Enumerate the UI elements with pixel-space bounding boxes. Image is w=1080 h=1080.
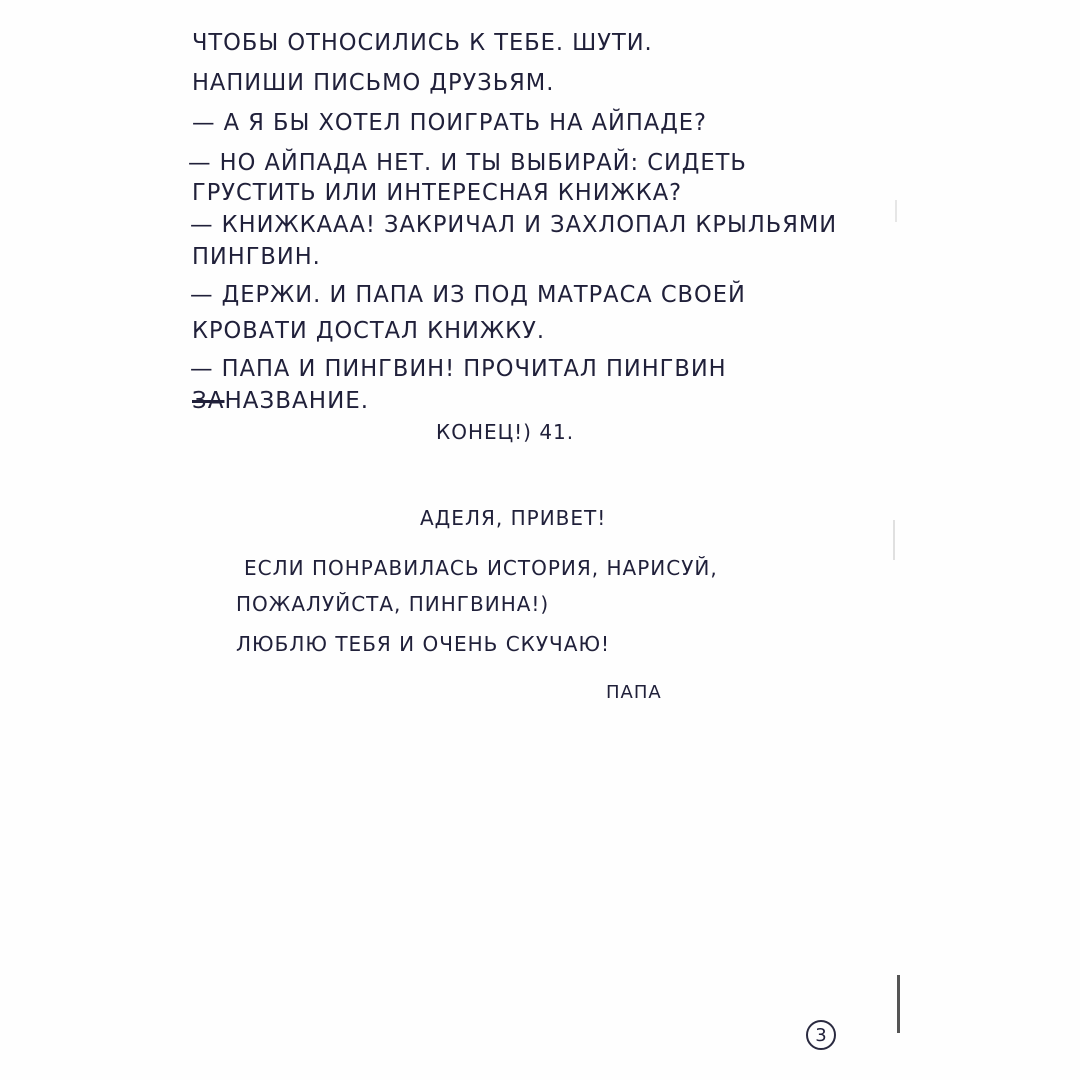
story-line: — НО АЙПАДА НЕТ. И ТЫ ВЫБИРАЙ: СИДЕТЬ <box>188 150 747 176</box>
paper-edge-mark <box>895 200 897 222</box>
letter-signature: ПАПА <box>606 682 662 703</box>
story-line-last-rest: НАЗВАНИЕ. <box>224 388 370 414</box>
story-line: ГРУСТИТЬ ИЛИ ИНТЕРЕСНАЯ КНИЖКА? <box>192 180 683 206</box>
story-line: НАПИШИ ПИСЬМО ДРУЗЬЯМ. <box>192 70 555 96</box>
page-number-circle <box>806 1020 836 1050</box>
story-line: — КНИЖКААА! ЗАКРИЧАЛ И ЗАХЛОПАЛ КРЫЛЬЯМИ <box>190 212 838 238</box>
paper-edge-line <box>897 975 900 1033</box>
story-line-last <box>192 388 369 414</box>
story-line: — А Я БЫ ХОТЕЛ ПОИГРАТЬ НА АЙПАДЕ? <box>192 110 707 136</box>
story-line: — ПАПА И ПИНГВИН! ПРОЧИТАЛ ПИНГВИН <box>190 356 727 382</box>
letter-line: ПОЖАЛУЙСТА, ПИНГВИНА!) <box>236 592 550 616</box>
story-line: — ДЕРЖИ. И ПАПА ИЗ ПОД МАТРАСА СВОЕЙ <box>190 282 746 308</box>
paper-edge-mark <box>893 520 895 560</box>
letter-line: ЛЮБЛЮ ТЕБЯ И ОЧЕНЬ СКУЧАЮ! <box>236 632 611 656</box>
story-line: КРОВАТИ ДОСТАЛ КНИЖКУ. <box>192 318 545 344</box>
page-number: 3 <box>815 1024 827 1046</box>
letter-greeting: АДЕЛЯ, ПРИВЕТ! <box>420 506 607 530</box>
struck-out-text: ЗА <box>192 388 225 414</box>
story-line: ПИНГВИН. <box>192 244 321 270</box>
story-end-mark: КОНЕЦ!) 41. <box>436 420 575 444</box>
story-line: ЧТОБЫ ОТНОСИЛИСЬ К ТЕБЕ. ШУТИ. <box>192 30 653 56</box>
letter-line: ЕСЛИ ПОНРАВИЛАСЬ ИСТОРИЯ, НАРИСУЙ, <box>244 556 718 580</box>
